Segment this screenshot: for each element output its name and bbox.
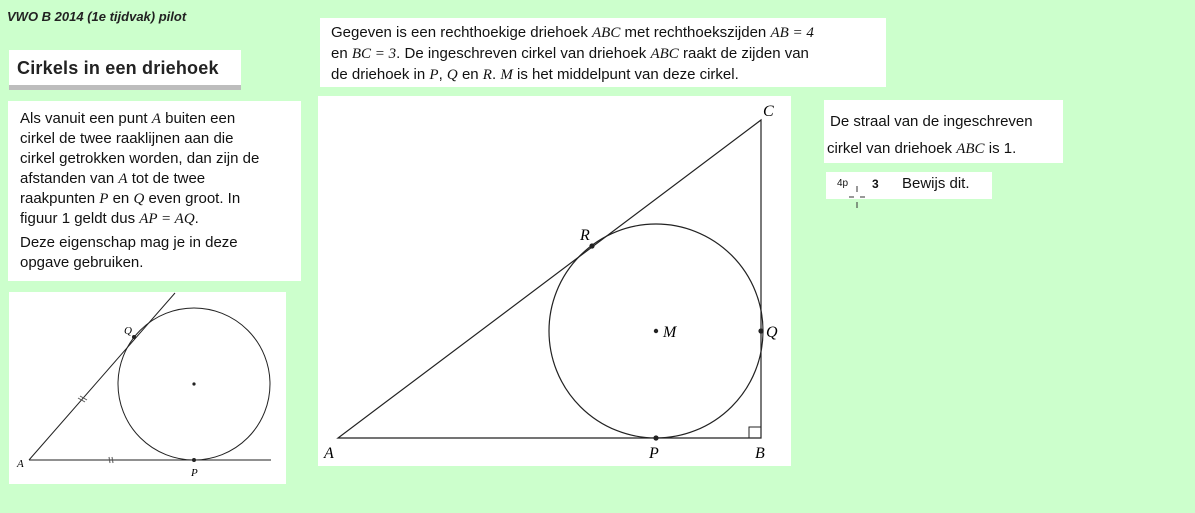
- text-fragment: Als vanuit een punt: [20, 110, 148, 127]
- figure-triangle: [318, 96, 791, 466]
- text-fragment: en: [112, 190, 130, 207]
- given-text-box: [320, 18, 886, 87]
- text-fragment: .: [194, 210, 199, 227]
- math-Q: Q: [133, 191, 145, 207]
- math-R: R: [482, 67, 492, 83]
- prompt-line-2: [827, 137, 1016, 161]
- exam-header: VWO B 2014 (1e tijdvak) pilot: [7, 9, 187, 24]
- label-R: R: [580, 227, 590, 244]
- left-line-6: [20, 209, 199, 229]
- question-number: 3: [872, 177, 879, 191]
- text-fragment: Gegeven is een rechthoekige driehoek: [331, 24, 588, 41]
- center-M: [654, 329, 658, 333]
- text-fragment: tot de twee: [131, 170, 206, 187]
- left-line-2: cirkel de twee raaklijnen aan die: [20, 130, 234, 147]
- figure-1: [9, 292, 286, 484]
- text-fragment: raakpunten: [20, 190, 96, 207]
- point-Q: [132, 335, 136, 339]
- text-fragment: cirkel van driehoek: [827, 140, 953, 157]
- math-Q: Q: [446, 67, 458, 83]
- given-line-2: [331, 43, 809, 65]
- triangle-drawing: [318, 96, 791, 466]
- left-line-7: Deze eigenschap mag je in deze: [20, 234, 238, 251]
- given-line-3: [331, 64, 739, 86]
- tick-mark: [109, 457, 110, 463]
- label-Q: Q: [124, 325, 132, 337]
- math-M: M: [500, 67, 513, 83]
- equation-ab: AB = 4: [770, 25, 814, 41]
- text-fragment: ,: [438, 66, 443, 83]
- text-fragment: en: [461, 66, 479, 83]
- text-fragment: . De ingeschreven cirkel van driehoek: [396, 45, 647, 62]
- score-mark-icon: [846, 186, 870, 210]
- prompt-line-1: De straal van de ingeschreven: [830, 113, 1033, 130]
- title-box: [9, 50, 241, 90]
- math-A: A: [151, 111, 161, 127]
- tangent-line-AQ: [29, 293, 175, 460]
- triangle-ABC: [338, 120, 761, 438]
- task-text: Bewijs dit.: [902, 175, 970, 192]
- label-A: A: [17, 458, 24, 470]
- page-title: Cirkels in een driehoek: [17, 58, 219, 78]
- text-fragment: afstanden van: [20, 170, 115, 187]
- math-ABC: ABC: [956, 141, 985, 157]
- label-M: M: [663, 324, 677, 341]
- math-P: P: [429, 67, 439, 83]
- label-Q: Q: [766, 324, 778, 341]
- math-ABC: ABC: [650, 46, 679, 62]
- figure-1-drawing: [9, 292, 286, 484]
- center-dot: [192, 382, 195, 385]
- given-line-1: [331, 22, 814, 44]
- label-B: B: [755, 445, 765, 462]
- label-P: P: [649, 445, 659, 462]
- text-fragment: buiten een: [165, 110, 236, 127]
- point-P: [192, 458, 196, 462]
- label-C: C: [763, 103, 774, 120]
- text-fragment: even groot. In: [148, 190, 241, 207]
- label-P: P: [191, 467, 198, 479]
- math-A: A: [118, 171, 128, 187]
- left-line-1: [20, 109, 235, 129]
- text-fragment: met rechthoekszijden: [624, 24, 767, 41]
- text-fragment: figuur 1 geldt dus: [20, 210, 136, 227]
- text-fragment: is 1.: [988, 140, 1017, 157]
- text-fragment: .: [491, 66, 497, 83]
- points-label: 4p: [837, 178, 849, 189]
- task-box: [826, 172, 992, 199]
- left-line-3: cirkel getrokken worden, dan zijn de: [20, 150, 260, 167]
- left-line-5: [20, 189, 240, 209]
- text-fragment: en: [331, 45, 348, 62]
- equation-ap-aq: AP = AQ: [139, 211, 195, 227]
- right-angle-mark: [749, 427, 761, 438]
- tick-mark: [112, 457, 113, 463]
- equation-bc: BC = 3: [351, 46, 397, 62]
- point-Q: [758, 328, 763, 333]
- text-fragment: de driehoek in: [331, 66, 426, 83]
- math-P: P: [99, 191, 109, 207]
- left-line-4: [20, 169, 205, 189]
- prompt-box: [824, 100, 1063, 163]
- math-ABC: ABC: [592, 25, 621, 41]
- text-fragment: is het middelpunt van deze cirkel.: [516, 66, 739, 83]
- text-fragment: raakt de zijden van: [682, 45, 809, 62]
- point-P: [653, 435, 658, 440]
- point-R: [589, 243, 594, 248]
- left-line-8: opgave gebruiken.: [20, 254, 144, 271]
- left-text-box: [8, 101, 301, 281]
- label-A: A: [324, 445, 334, 462]
